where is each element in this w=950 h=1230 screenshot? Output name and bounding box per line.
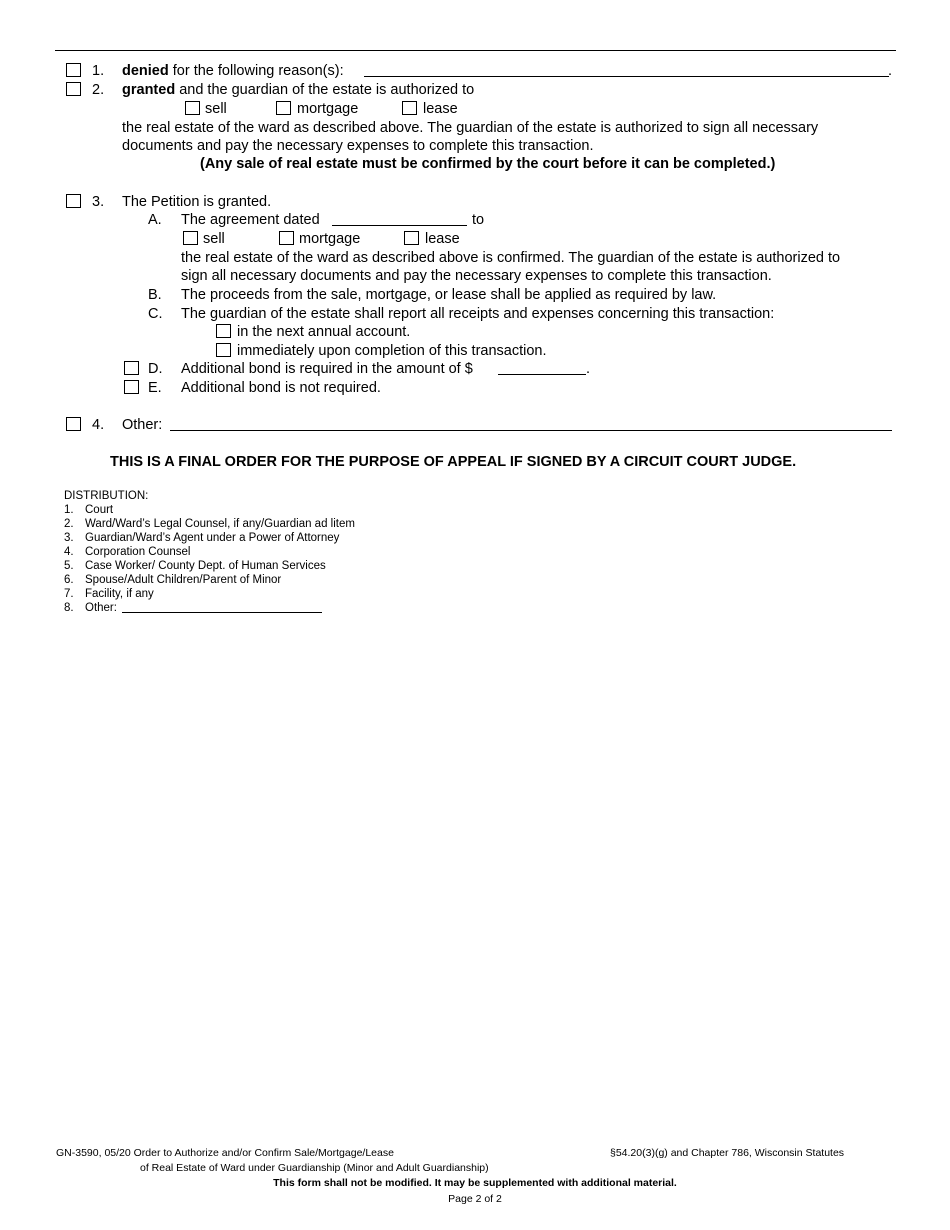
item3-text: The Petition is granted.: [122, 194, 272, 210]
item2-text: [122, 81, 474, 99]
item4-number: 4.: [92, 417, 105, 433]
item3-e-checkbox[interactable]: [124, 380, 139, 394]
page-number: Page 2 of 2: [448, 1193, 502, 1205]
item2-body-line1: the real estate of the ward as described above. The guardian of the estate is authorized to sign all necessary: [122, 120, 819, 136]
distribution-other-line[interactable]: [122, 612, 322, 613]
top-rule: [55, 50, 896, 51]
item4-checkbox[interactable]: [66, 417, 81, 431]
item1-bold: denied: [122, 63, 169, 79]
footer-form-line2: of Real Estate of Ward under Guardianship (Minor and Adult Guardianship): [140, 1162, 489, 1174]
item3-b-letter: B.: [148, 287, 162, 303]
item3-a-body2: sign all necessary documents and pay the necessary expenses to complete this transaction.: [181, 268, 772, 284]
item3-b-text: The proceeds from the sale, mortgage, or lease shall be applied as required by law.: [181, 287, 717, 303]
item2-lease-checkbox[interactable]: [402, 101, 417, 115]
item3-a-letter: A.: [148, 212, 162, 228]
footer-notice: This form shall not be modified. It may be supplemented with additional material.: [273, 1177, 677, 1189]
item3-e-letter: E.: [148, 380, 162, 396]
item2-sell-label: sell: [205, 101, 227, 117]
item3-c-immediately-checkbox[interactable]: [216, 343, 231, 357]
item3-a-to: to: [472, 212, 485, 228]
distribution-num: 8.: [64, 602, 74, 614]
item2-mortgage-label: mortgage: [297, 101, 359, 117]
distribution-title: DISTRIBUTION:: [64, 490, 149, 502]
item1-label: for the following reason(s):: [168, 63, 344, 79]
distribution-item: Corporation Counsel: [85, 546, 191, 558]
distribution-item: Other:: [85, 602, 117, 614]
distribution-num: 4.: [64, 546, 74, 558]
item3-c-annual-account-checkbox[interactable]: [216, 324, 231, 338]
item3-a-body1: the real estate of the ward as described above is confirmed. The guardian of the estate is authorized to: [181, 250, 841, 266]
item3-c-letter: C.: [148, 306, 163, 322]
item2-body-line2: documents and pay the necessary expenses to complete this transaction.: [122, 138, 594, 154]
item3-a-text: The agreement dated: [181, 212, 320, 228]
distribution-item: Ward/Ward’s Legal Counsel, if any/Guardian ad litem: [85, 518, 355, 530]
item3-c-option1: in the next annual account.: [237, 324, 411, 340]
distribution-item: Court: [85, 504, 114, 516]
distribution-item: Facility, if any: [85, 588, 154, 600]
item4-other-line[interactable]: [170, 430, 892, 431]
item2-bold: granted: [122, 82, 176, 98]
item3-lease-label: lease: [425, 231, 460, 247]
item2-sell-checkbox[interactable]: [185, 101, 200, 115]
item2-mortgage-checkbox[interactable]: [276, 101, 291, 115]
item2-granted-checkbox[interactable]: [66, 82, 81, 96]
distribution-num: 7.: [64, 588, 74, 600]
item3-lease-checkbox[interactable]: [404, 231, 419, 245]
item3-d-checkbox[interactable]: [124, 361, 139, 375]
item4-text: Other:: [122, 417, 163, 433]
item3-d-letter: D.: [148, 361, 163, 377]
item1-reason-line[interactable]: [364, 76, 889, 77]
item1-denied-checkbox[interactable]: [66, 63, 81, 77]
item3-e-text: Additional bond is not required.: [181, 380, 381, 396]
footer-statute: §54.20(3)(g) and Chapter 786, Wisconsin Statutes: [610, 1147, 845, 1159]
distribution-item: Guardian/Ward’s Agent under a Power of Attorney: [85, 532, 340, 544]
item3-c-text: The guardian of the estate shall report all receipts and expenses concerning this transaction:: [181, 306, 775, 322]
item3-mortgage-label: mortgage: [299, 231, 361, 247]
item3-sell-label: sell: [203, 231, 225, 247]
item3-mortgage-checkbox[interactable]: [279, 231, 294, 245]
distribution-item: Case Worker/ County Dept. of Human Services: [85, 560, 326, 572]
distribution-num: 1.: [64, 504, 74, 516]
distribution-num: 5.: [64, 560, 74, 572]
item3-agreement-date-line[interactable]: [332, 225, 467, 226]
distribution-num: 3.: [64, 532, 74, 544]
footer-form-line1: GN-3590, 05/20 Order to Authorize and/or Confirm Sale/Mortgage/Lease: [56, 1147, 394, 1159]
distribution-num: 2.: [64, 518, 74, 530]
item2-lease-label: lease: [423, 101, 458, 117]
item1-text: [122, 62, 344, 80]
final-order-notice: THIS IS A FINAL ORDER FOR THE PURPOSE OF APPEAL IF SIGNED BY A CIRCUIT COURT JUDGE.: [110, 454, 797, 470]
item3-d-text: Additional bond is required in the amount of $: [181, 361, 473, 377]
item2-note: (Any sale of real estate must be confirmed by the court before it can be completed.): [200, 156, 776, 172]
distribution-num: 6.: [64, 574, 74, 586]
item3-d-amount-line[interactable]: [498, 374, 586, 375]
item1-end: .: [888, 63, 893, 79]
item3-c-option2: immediately upon completion of this transaction.: [237, 343, 547, 359]
item2-label: and the guardian of the estate is authorized to: [175, 82, 475, 98]
item2-number: 2.: [92, 82, 105, 98]
item3-sell-checkbox[interactable]: [183, 231, 198, 245]
item3-checkbox[interactable]: [66, 194, 81, 208]
item3-d-end: .: [586, 361, 591, 377]
item1-number: 1.: [92, 63, 105, 79]
item3-number: 3.: [92, 194, 105, 210]
distribution-item: Spouse/Adult Children/Parent of Minor: [85, 574, 282, 586]
